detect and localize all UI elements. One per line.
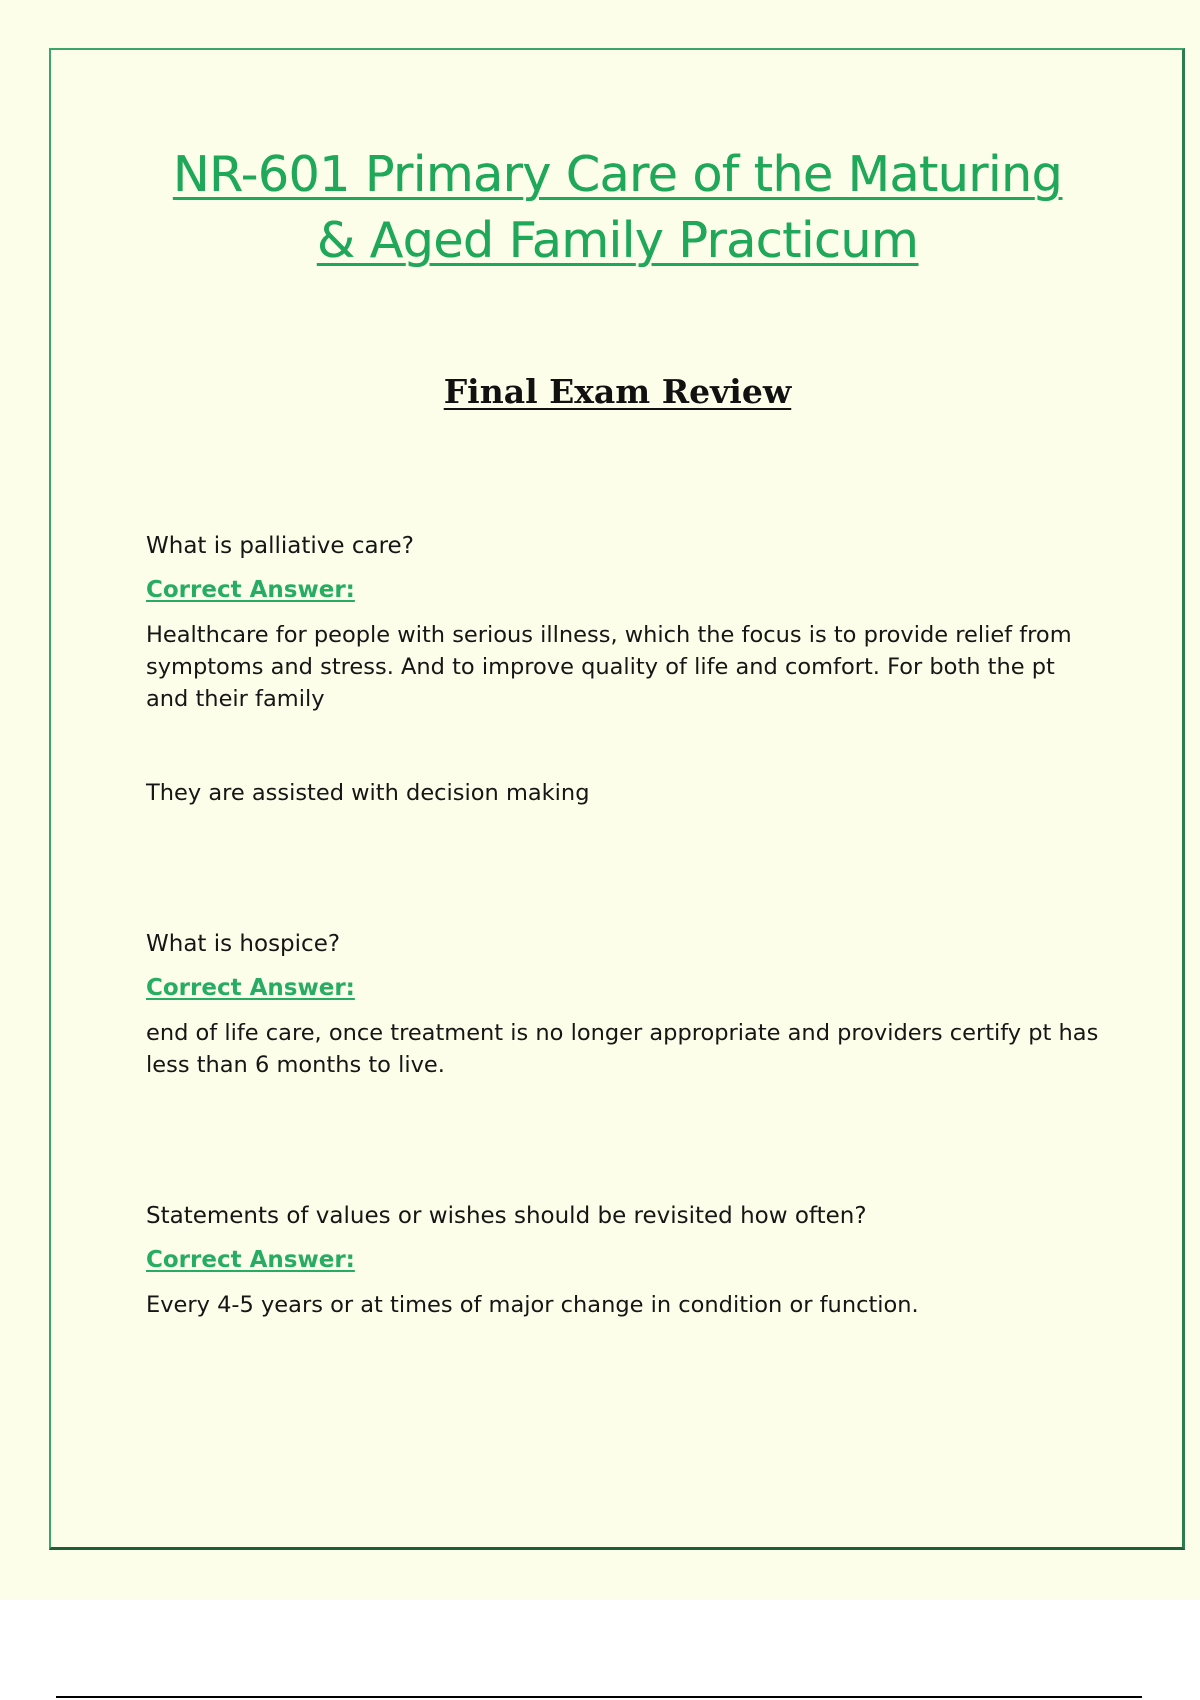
question-text: Statements of values or wishes should be revisited how often? — [146, 1203, 867, 1229]
document-title-line-2: & Aged Family Practicum — [316, 212, 919, 269]
qa-item-values-wishes — [146, 1200, 1101, 1321]
document-title — [100, 142, 1135, 274]
correct-answer-label: Correct Answer: — [146, 975, 355, 1001]
document-subtitle: Final Exam Review — [443, 372, 792, 411]
answer-text: Healthcare for people with serious illness, which the focus is to provide relief from symptoms and stress. And to improve quality of life and comfort. For both the pt and their family — [146, 622, 1072, 712]
qa-item-hospice — [146, 928, 1101, 1081]
correct-answer-label: Correct Answer: — [146, 1247, 355, 1273]
question-text: What is hospice? — [146, 931, 341, 957]
correct-answer-label: Correct Answer: — [146, 577, 355, 603]
question-text: What is palliative care? — [146, 533, 414, 559]
answer-note: They are assisted with decision making — [146, 780, 590, 806]
answer-text: Every 4-5 years or at times of major change in condition or function. — [146, 1292, 919, 1318]
qa-item-palliative-care — [146, 530, 1101, 809]
footer-divider — [56, 1696, 1142, 1698]
answer-text: end of life care, once treatment is no longer appropriate and providers certify pt has less than 6 months to live. — [146, 1020, 1099, 1078]
document-title-line-1: NR-601 Primary Care of the Maturing — [172, 146, 1063, 203]
